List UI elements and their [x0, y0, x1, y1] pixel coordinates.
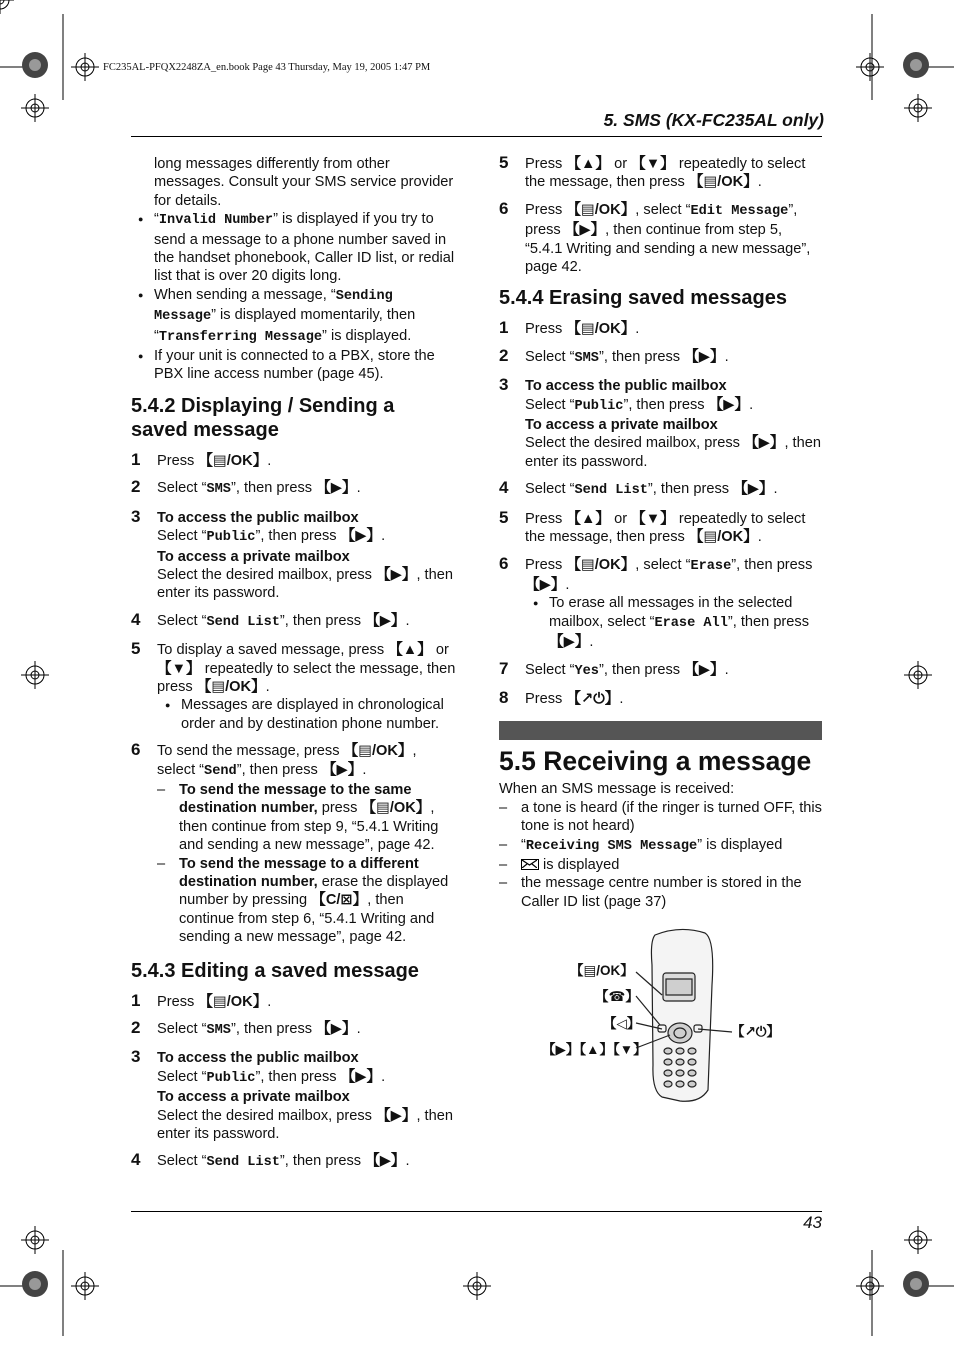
step-1: 1 Press 【▤/OK】.	[131, 990, 272, 1010]
handset-label-menu-ok: 【▤/OK】	[570, 963, 634, 978]
step-5: 5 Press 【▲】 or 【▼】 repeatedly to select the message, then press 【▤/OK】.	[499, 507, 806, 546]
header-rule	[131, 136, 822, 137]
step-3: 3 To access the public mailbox Select “Public”, then press 【▶】. To access a private mailbox Select the desired mailbox, press 【▶】, then enter its password.	[131, 1047, 453, 1143]
section-title-543: 5.4.3 Editing a saved message	[131, 959, 419, 982]
right-column	[499, 155, 822, 911]
list-item: – To send the message to the same destination number, press 【▤/OK】, then continue from step 9, “5.4.1 Writing and sending a new message”, page 42.	[157, 781, 439, 854]
section-bar	[499, 721, 822, 740]
section-title-55: 5.5 Receiving a message	[499, 746, 812, 777]
step-2: 2 Select “SMS”, then press 【▶】.	[499, 345, 729, 366]
step-8: 8 Press 【↗⏻】.	[499, 687, 624, 707]
section-title-542: 5.4.2 Displaying / Sending a saved message	[131, 394, 395, 441]
handset-label-off: 【↗⏻】	[731, 1024, 780, 1039]
intro-text: When an SMS message is received:	[499, 781, 735, 798]
step-4: 4 Select “Send List”, then press 【▶】.	[499, 478, 778, 499]
list-item: – the message centre number is stored in the Caller ID list (page 37)	[499, 875, 802, 910]
step-5: 5 Press 【▲】 or 【▼】 repeatedly to select the message, then press 【▤/OK】.	[499, 153, 806, 191]
handset-label-speaker: 【◁】	[603, 1016, 641, 1031]
section-title-544: 5.4.4 Erasing saved messages	[499, 287, 787, 310]
envelope-icon	[521, 859, 539, 870]
list-item: ● When sending a message, “Sending Message” is displayed momentarily, then “Transferring Message” is displayed.	[138, 286, 456, 347]
intro-text: long messages differently from other messages. Consult your SMS service provider for details.	[154, 156, 454, 209]
print-header: FC235AL-PFQX2248ZA_en.book Page 43 Thursday, May 19, 2005 1:47 PM	[103, 62, 431, 73]
step-3: 3 To access the public mailbox Select “Public”, then press 【▶】. To access a private mailbox Select the desired mailbox, press 【▶】, then enter its password.	[499, 375, 821, 470]
step-5: 5 To display a saved message, press 【▲】 or 【▼】 repeatedly to select the message, then press 【▤/OK】. ● Messages are displayed in chronological order and by destination phone number.	[131, 641, 456, 733]
list-item: ● To erase all messages in the selected mailbox, select “Erase All”, then press 【▶】.	[533, 594, 822, 651]
step-7: 7 Select “Yes”, then press 【▶】.	[499, 658, 729, 679]
chapter-title: 5. SMS (KX-FC235AL only)	[603, 110, 824, 130]
left-column	[131, 155, 456, 1182]
handset-label-navigator: 【▶】【▲】【▼】	[542, 1042, 647, 1057]
step-2: 2 Select “SMS”, then press 【▶】.	[131, 477, 361, 498]
list-item: – a tone is heard (if the ringer is turned OFF, this tone is not heard)	[499, 799, 822, 835]
step-4: 4 Select “Send List”, then press 【▶】.	[131, 609, 410, 630]
step-6: 6 To send the message, press 【▤/OK】, select “Send”, then press 【▶】. – To send the message to the same destination number, press 【▤/OK】, then continue from step 9, “5.4.1 Writing and sending a new message”, page 42. – To send the message to a different destination number, erase the displayed number by pressing 【C/⊠】, then continue from step 6, “5.4.1 Writing and sending a new message”, page 42.	[131, 742, 456, 946]
list-item: ● Messages are displayed in chronological order and by destination phone number.	[165, 696, 456, 733]
list-item: – is displayed	[499, 856, 620, 873]
footer-rule	[131, 1211, 822, 1212]
list-item: ● “Invalid Number” is displayed if you try to send a message to a phone number saved in the handset phonebook, Caller ID list, or redial list that is over 20 digits long.	[138, 210, 456, 286]
list-item: ● If your unit is connected to a PBX, store the PBX line access number (page 45).	[138, 347, 456, 384]
step-4: 4 Select “Send List”, then press 【▶】.	[131, 1150, 410, 1171]
list-item: – “Receiving SMS Message” is displayed	[499, 836, 783, 854]
handset-label-talk: 【☎】	[595, 989, 639, 1004]
step-2: 2 Select “SMS”, then press 【▶】.	[131, 1018, 361, 1039]
step-3: 3 To access the public mailbox Select “Public”, then press 【▶】. To access a private mailbox Select the desired mailbox, press 【▶】, then enter its password.	[131, 506, 453, 602]
step-6: 6 Press 【▤/OK】, select “Edit Message”, press 【▶】, then continue from step 5, “5.4.1 Writing and sending a new message”, page 42.	[499, 198, 811, 276]
step-6: 6 Press 【▤/OK】, select “Erase”, then press 【▶】. ● To erase all messages in the selected mailbox, select “Erase All”, then press 【▶】.	[499, 556, 822, 652]
page-number: 43	[803, 1213, 822, 1232]
list-item: – To send the message to a different destination number, erase the displayed number by pressing 【C/⊠】, then continue from step 6, “5.4.1 Writing and sending a new message”, page 42.	[157, 855, 449, 946]
handset-illustration	[540, 925, 800, 1110]
step-1: 1 Press 【▤/OK】.	[499, 318, 640, 338]
step-1: 1 Press 【▤/OK】.	[131, 449, 272, 469]
